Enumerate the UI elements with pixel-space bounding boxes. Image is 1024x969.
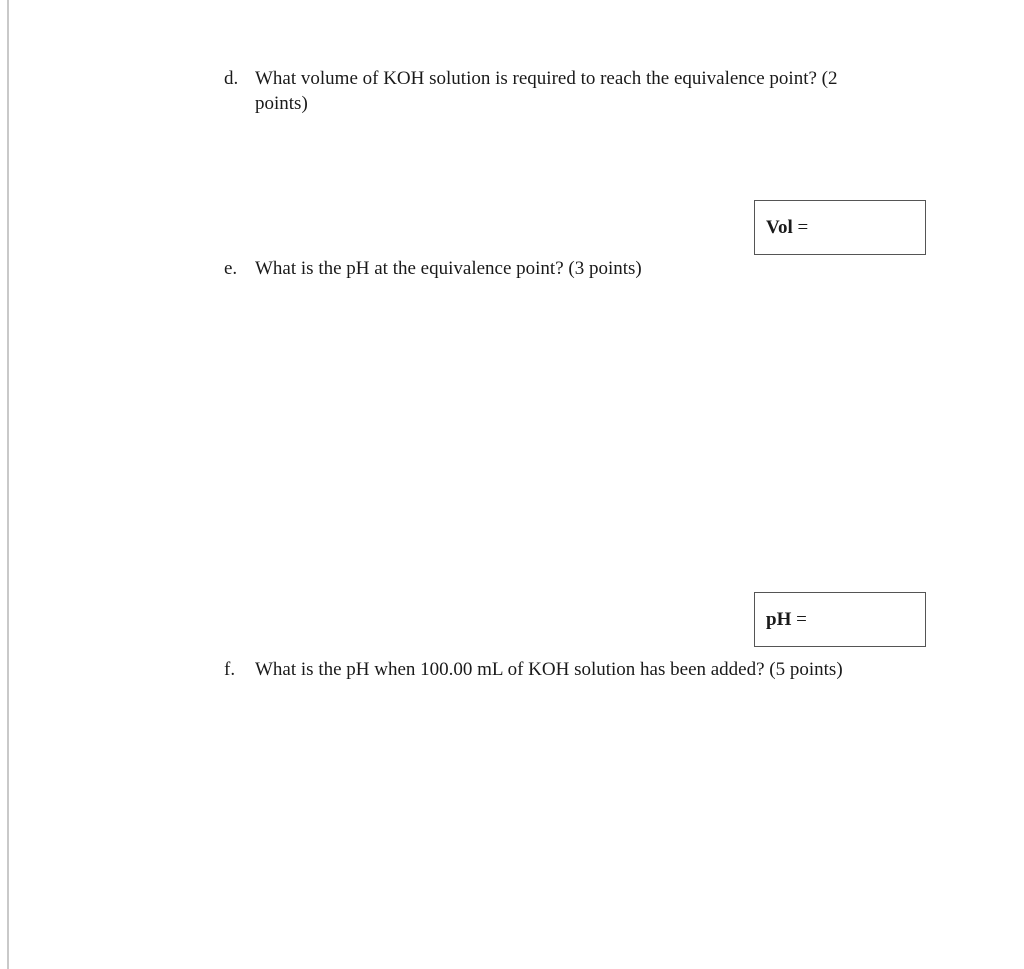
question-f-letter: f. [224,659,236,680]
volume-answer-label [766,215,808,240]
ph-answer-equals: = [791,609,807,630]
question-d-text [255,66,895,116]
question-e-line1: What is the pH at the equivalence point? (3 points) [255,258,642,279]
question-d-line1: What volume of KOH solution is required to reach the equivalence point? (2 [255,68,838,89]
question-d-line2: points) [255,93,308,114]
volume-answer-box[interactable] [754,200,926,255]
ph-answer-label [766,607,807,632]
question-e-text [255,256,895,281]
question-f-text [255,657,895,682]
ph-answer-box[interactable] [754,592,926,647]
question-e-letter: e. [224,258,238,279]
question-f-line1: What is the pH when 100.00 mL of KOH solution has been added? (5 points) [255,659,843,680]
ph-answer-label-text: pH [766,609,792,630]
question-d-letter: d. [224,68,239,89]
volume-answer-equals: = [792,217,809,238]
volume-answer-label-text: Vol [766,217,793,238]
